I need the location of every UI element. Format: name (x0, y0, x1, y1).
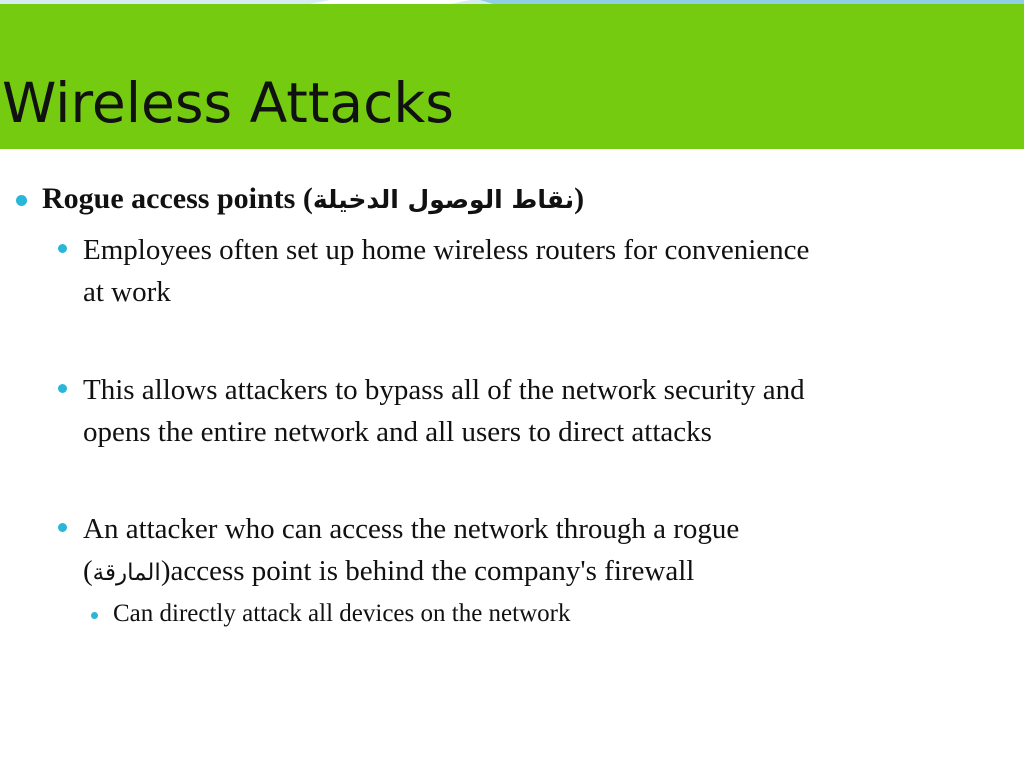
list-item (83, 229, 809, 313)
bullet-line: at work (83, 276, 171, 308)
level1-paren-close: ) (574, 182, 585, 215)
level1-arabic: نقاط الوصول الدخيلة (312, 185, 575, 214)
bullet-dot (58, 384, 67, 393)
list-item (83, 508, 739, 594)
bullet-line-mixed (83, 550, 739, 594)
level1-paren-open: ( (302, 182, 313, 215)
bullet-line: This allows attackers to bypass all of the network security and (83, 374, 805, 406)
level1-item (42, 184, 584, 214)
bullet-line: opens the entire network and all users to direct attacks (83, 416, 712, 448)
bullet-dot (58, 244, 67, 253)
bullet-dot (58, 523, 67, 532)
sub-item (113, 601, 570, 626)
arabic-term: المارقة (92, 560, 161, 586)
bullet-dot (16, 195, 27, 206)
bullet-line: Employees often set up home wireless routers for convenience (83, 234, 810, 266)
level1-label: Rogue access points (42, 182, 296, 215)
bullet-line: An attacker who can access the network through a rogue (83, 513, 740, 545)
bullet-dot (91, 612, 98, 619)
sub-item-text: Can directly attack all devices on the network (113, 600, 571, 627)
paren-open: ( (83, 555, 93, 587)
slide-title: Wireless Attacks (2, 71, 454, 135)
list-item (83, 369, 805, 453)
bullet-line-rest: access point is behind the company's firewall (170, 555, 695, 587)
paren-close: ) (160, 555, 171, 587)
